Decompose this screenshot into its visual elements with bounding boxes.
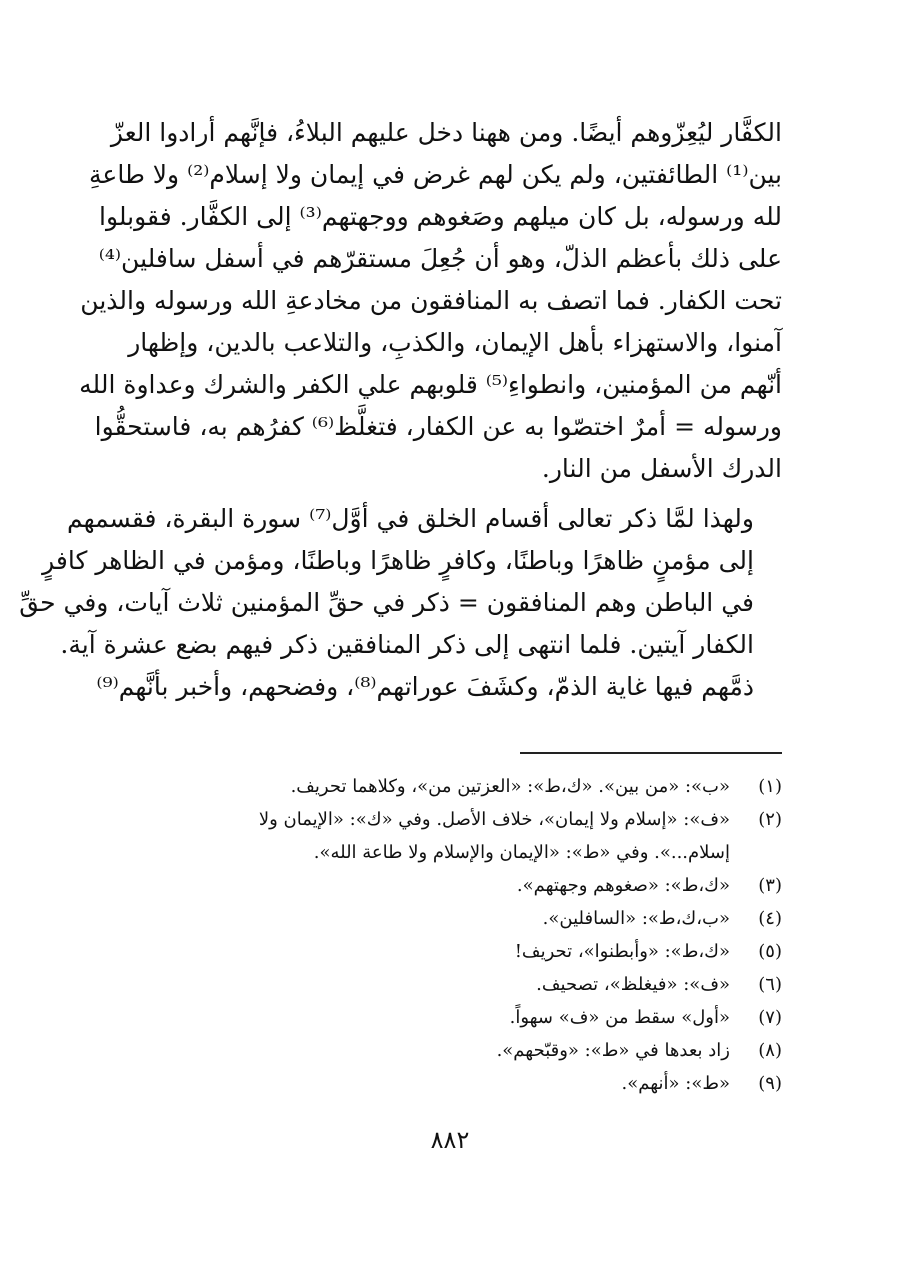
footnote-line: «ط»: «أنهم». xyxy=(621,1073,730,1094)
footnote-line: «ك،ط»: «وأبطنوا»، تحريف! xyxy=(514,941,730,962)
text-line: الكفار آيتين. فلما انتهى إلى ذكر المنافقين ذكر فيهم بضع عشرة آية. xyxy=(60,630,754,659)
footnote-text xyxy=(118,803,730,869)
footnote-separator xyxy=(520,752,782,754)
footnote-text xyxy=(118,869,730,902)
footnote-number: (٩) xyxy=(758,1073,782,1094)
footnote xyxy=(118,1001,782,1034)
paragraph xyxy=(79,112,782,490)
footnote-text xyxy=(118,968,730,1001)
text-line: الكفَّار ليُعِزّوهم أيضًا. ومن ههنا دخل عليهم البلاءُ، فإنَّهم أرادوا العزّ xyxy=(110,118,782,147)
footnote-text xyxy=(118,1067,730,1100)
text-line: أنّهم من المؤمنين، وانطواءِ⁽⁵⁾ قلوبهم علي الكفر والشرك وعداوة الله xyxy=(79,370,782,399)
footnote-line: «ب،ك،ط»: «السافلين». xyxy=(542,908,730,929)
footnote-number: (٣) xyxy=(758,875,782,896)
text-line: ذمَّهم فيها غاية الذمّ، وكشَفَ عوراتهم⁽⁸⁾، وفضحهم، وأخبر بأنَّهم⁽⁹⁾ xyxy=(96,672,754,701)
footnote-number: (٨) xyxy=(758,1040,782,1061)
footnote-text xyxy=(118,770,730,803)
footnote-number: (٥) xyxy=(758,941,782,962)
footnote xyxy=(118,968,782,1001)
footnote xyxy=(118,902,782,935)
footnote-number: (٤) xyxy=(758,908,782,929)
footnote xyxy=(118,935,782,968)
page-number: ٨٨٢ xyxy=(430,1126,470,1154)
footnote xyxy=(118,1034,782,1067)
page-body xyxy=(19,112,782,708)
footnote-line: زاد بعدها في «ط»: «وقبّحهم». xyxy=(496,1040,730,1061)
footnote-number: (٧) xyxy=(758,1007,782,1028)
footnote-number: (١) xyxy=(758,776,782,797)
footnote-line: «ف»: «فيغلظ»، تصحيف. xyxy=(536,974,730,995)
text-line: لله ورسوله، بل كان ميلهم وصَغوهم ووجهتهم⁽³⁾ إلى الكفَّار. فقوبلوا xyxy=(99,202,782,231)
footnote xyxy=(118,869,782,902)
footnote-text xyxy=(118,1001,730,1034)
paragraph xyxy=(19,498,782,708)
footnote-text xyxy=(118,935,730,968)
text-line: إلى مؤمنٍ ظاهرًا وباطنًا، وكافرٍ ظاهرًا وباطنًا، ومؤمن في الظاهر كافرٍ xyxy=(42,546,754,575)
footnote-text xyxy=(118,902,730,935)
footnote xyxy=(118,803,782,869)
text-line: بين⁽¹⁾ الطائفتين، ولم يكن لهم غرض في إيمان ولا إسلام⁽²⁾ ولا طاعةِ xyxy=(89,160,782,189)
text-line: ورسوله = أمرٌ اختصّوا به عن الكفار، فتغلَّظ⁽⁶⁾ كفرُهم به، فاستحقُّوا xyxy=(94,412,782,441)
text-line: ولهذا لمَّا ذكر تعالى أقسام الخلق في أوَّل⁽⁷⁾ سورة البقرة، فقسمهم xyxy=(66,504,754,533)
text-line: آمنوا، والاستهزاء بأهل الإيمان، والكذبِ، والتلاعب بالدين، وإظهار xyxy=(128,328,782,357)
footnote-number: (٢) xyxy=(758,809,782,830)
footnote xyxy=(118,770,782,803)
text-line: في الباطن وهم المنافقون = ذكر في حقِّ المؤمنين ثلاث آيات، وفي حقِّ xyxy=(19,588,754,617)
footnote-line: «أول» سقط من «ف» سهواً. xyxy=(509,1007,730,1028)
footnote-number: (٦) xyxy=(758,974,782,995)
footnote-line: «ف»: «إسلام ولا إيمان»، خلاف الأصل. وفي «ك»: «الإيمان ولا xyxy=(258,809,730,830)
footnote-line: «ك،ط»: «صغوهم وجهتهم». xyxy=(516,875,730,896)
footnote xyxy=(118,1067,782,1100)
footnote-text xyxy=(118,1034,730,1067)
footnotes xyxy=(118,770,782,1100)
main-text xyxy=(19,112,782,708)
text-line: الدرك الأسفل من النار. xyxy=(541,454,782,483)
text-line: على ذلك بأعظم الذلّ، وهو أن جُعِلَ مستقرّهم في أسفل سافلين⁽⁴⁾ xyxy=(98,244,782,273)
text-line: تحت الكفار. فما اتصف به المنافقون من مخادعةِ الله ورسوله والذين xyxy=(80,286,782,315)
footnote-line: إسلام...». وفي «ط»: «الإيمان والإسلام ولا طاعة الله». xyxy=(313,842,730,863)
footnote-line: «ب»: «من بين». «ك،ط»: «العزتين من»، وكلاهما تحريف. xyxy=(290,776,730,797)
